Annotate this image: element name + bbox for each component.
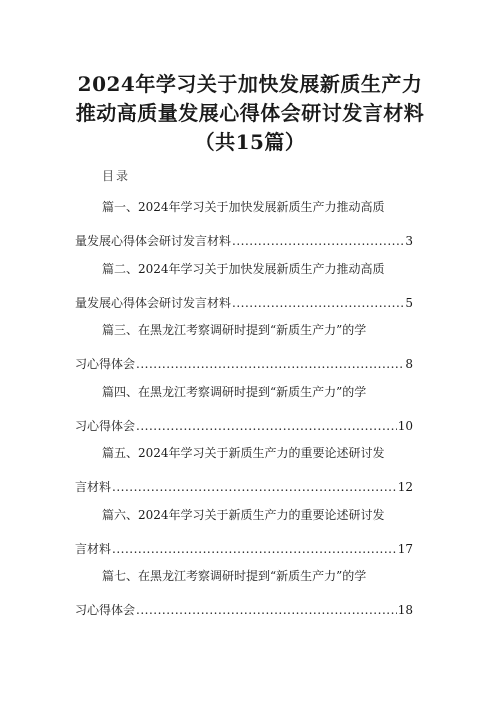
dot-leader bbox=[136, 356, 404, 372]
toc-entry-line2-row bbox=[75, 233, 413, 249]
toc-page-number: 3 bbox=[405, 234, 413, 248]
toc-entry-line1: 篇一、2024年学习关于加快发展新质生产力推动高质 bbox=[102, 200, 385, 214]
toc-entry-line2: 量发展心得体会研讨发言材料 bbox=[75, 296, 232, 310]
toc-entry-line1: 篇六、2024年学习关于新质生产力的重要论述研讨发 bbox=[102, 508, 385, 522]
toc-entry-line2-row bbox=[75, 418, 413, 434]
toc-entry[interactable] bbox=[75, 322, 413, 372]
toc-entry-line1: 篇七、在黑龙江考察调研时提到“新质生产力”的学 bbox=[102, 569, 367, 583]
toc-entry-line2: 习心得体会 bbox=[75, 357, 136, 371]
toc-entry[interactable] bbox=[75, 261, 413, 311]
toc-entry-line2-row bbox=[75, 356, 413, 372]
dot-leader bbox=[232, 295, 404, 311]
toc-entry-line1: 篇四、在黑龙江考察调研时提到“新质生产力”的学 bbox=[102, 385, 367, 399]
dot-leader bbox=[136, 602, 397, 618]
toc-entry-line2: 习心得体会 bbox=[75, 603, 136, 617]
toc-heading: 目录 bbox=[102, 169, 131, 183]
dot-leader bbox=[112, 479, 397, 495]
toc-entry[interactable] bbox=[75, 199, 413, 249]
document-title: 2024年学习关于加快发展新质生产力推动高质量发展心得体会研讨发言材料（共15篇） bbox=[75, 72, 425, 154]
toc-page-number: 17 bbox=[397, 542, 413, 556]
dot-leader bbox=[136, 418, 397, 434]
toc-entry-line2: 量发展心得体会研讨发言材料 bbox=[75, 234, 232, 248]
toc-entry-line2: 习心得体会 bbox=[75, 419, 136, 433]
toc-entry-line1: 篇五、2024年学习关于新质生产力的重要论述研讨发 bbox=[102, 446, 385, 460]
dot-leader bbox=[232, 233, 404, 249]
toc-entry[interactable] bbox=[75, 568, 413, 618]
toc-entry-line2-row bbox=[75, 295, 413, 311]
toc-entry-line2-row bbox=[75, 602, 413, 618]
toc-entry[interactable] bbox=[75, 507, 413, 557]
toc-page-number: 18 bbox=[397, 603, 413, 617]
toc-entry[interactable] bbox=[75, 384, 413, 434]
toc-entry[interactable] bbox=[75, 445, 413, 495]
toc-page-number: 8 bbox=[405, 357, 413, 371]
toc-entry-line2: 言材料 bbox=[75, 480, 112, 494]
toc-page-number: 12 bbox=[397, 480, 413, 494]
toc-entry-line1: 篇三、在黑龙江考察调研时提到“新质生产力”的学 bbox=[102, 323, 367, 337]
toc-entry-line2-row bbox=[75, 479, 413, 495]
toc-page-number: 10 bbox=[397, 419, 413, 433]
toc-entry-line1: 篇二、2024年学习关于加快发展新质生产力推动高质 bbox=[102, 262, 385, 276]
toc-page-number: 5 bbox=[405, 296, 413, 310]
dot-leader bbox=[112, 541, 397, 557]
toc-entry-line2-row bbox=[75, 541, 413, 557]
toc-entry-line2: 言材料 bbox=[75, 542, 112, 556]
